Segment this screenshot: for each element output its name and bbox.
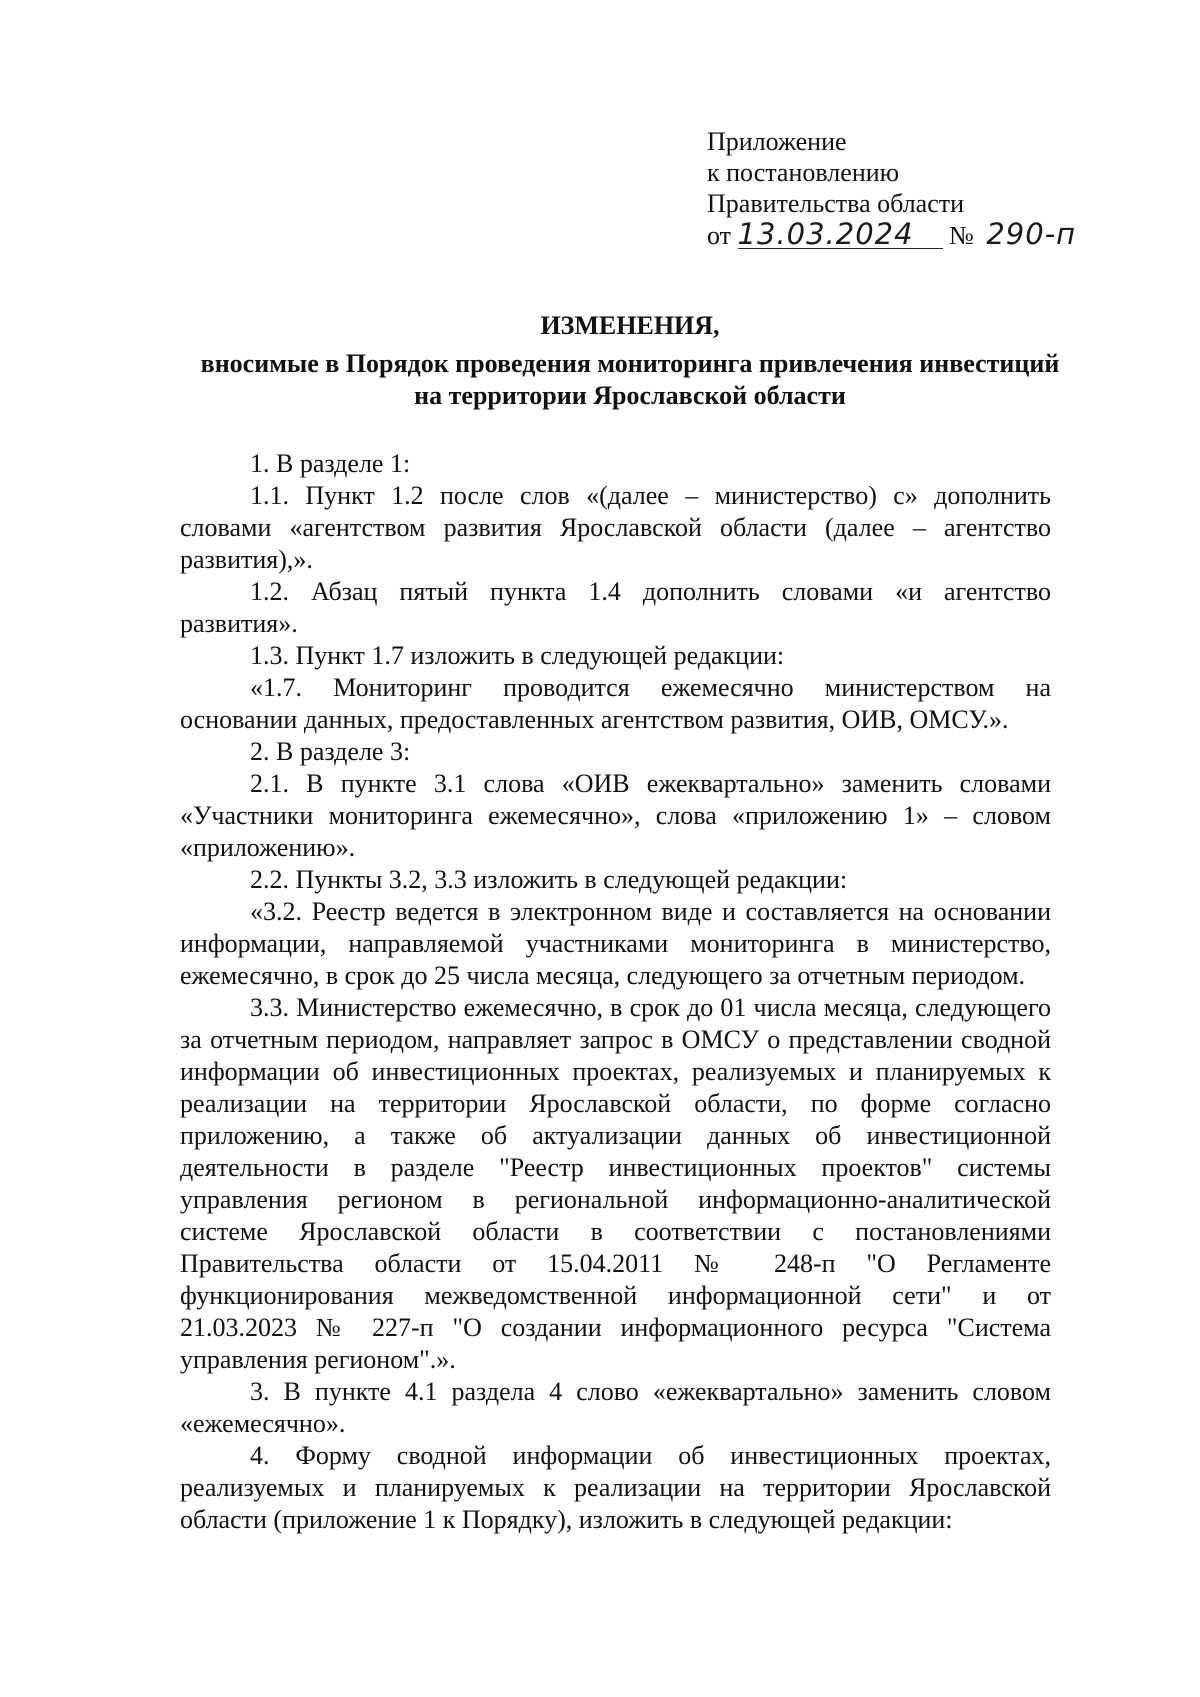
paragraph: «3.2. Реестр ведется в электронном виде и составляется на основании информации, направляемой участниками мониторинга в министерство, ежемесячно, в срок до 25 числа месяца, следующего за отчетным периодом. (180, 897, 1051, 990)
heading-title: ИЗМЕНЕНИЯ, (540, 311, 720, 340)
document-body (180, 448, 1051, 1536)
paragraph: 1.3. Пункт 1.7 изложить в следующей редакции: (250, 641, 785, 670)
date-prefix: от (707, 221, 732, 250)
document-heading (150, 310, 1110, 412)
appendix-line-3: Правительства области (707, 189, 965, 218)
paragraph: 2.1. В пункте 3.1 слова «ОИВ ежеквартально» заменить словами «Участники мониторинга ежемесячно», слова «приложению 1» – словом «приложению». (180, 769, 1051, 862)
number-prefix: № (949, 221, 974, 250)
paragraph: 3. В пункте 4.1 раздела 4 слово «ежеквартально» заменить словом «ежемесячно». (180, 1377, 1051, 1438)
paragraph: 2. В разделе 3: (250, 737, 411, 766)
appendix-date-line (707, 219, 1076, 251)
appendix-line-1: Приложение (707, 127, 847, 156)
paragraph: «1.7. Мониторинг проводится ежемесячно министерством на основании данных, предоставленных агентством развития, ОИВ, ОМСУ.». (180, 673, 1051, 734)
paragraph: 3.3. Министерство ежемесячно, в срок до 01 числа месяца, следующего за отчетным периодом, направляет запрос в ОМСУ о представлении сводной информации об инвестиционных проектах, реализуемых и планируемых к реализации на территории Ярославской области, по форме согласно приложению, а также об актуализации данных об инвестиционной деятельности в разделе "Реестр инвестиционных проектов" системы управления регионом в региональной информационно-аналитической системе Ярославской области в соответствии с постановлениями Правительства области от 15.04.2011 № 248-п "О Регламенте функционирования межведомственной информационной сети" и от 21.03.2023 № 227-п "О создании информационного ресурса "Система управления регионом".». (180, 993, 1051, 1374)
heading-subtitle-line-2: на территории Ярославской области (414, 381, 846, 410)
paragraph: 1. В разделе 1: (250, 449, 411, 478)
paragraph: 2.2. Пункты 3.2, 3.3 изложить в следующей редакции: (250, 865, 848, 894)
paragraph: 1.1. Пункт 1.2 после слов «(далее – министерство) с» дополнить словами «агентством развития Ярославской области (далее – агентство развития),». (180, 481, 1051, 574)
handwritten-number: 290-п (986, 217, 1077, 251)
appendix-line-2: к постановлению (707, 158, 900, 187)
handwritten-date: 13.03.2024 (738, 220, 943, 249)
paragraph: 4. Форму сводной информации об инвестиционных проектах, реализуемых и планируемых к реализации на территории Ярославской области (приложение 1 к Порядку), изложить в следующей редакции: (180, 1441, 1051, 1534)
paragraph: 1.2. Абзац пятый пункта 1.4 дополнить словами «и агентство развития». (180, 577, 1051, 638)
appendix-block (707, 126, 1076, 251)
heading-subtitle-line-1: вносимые в Порядок проведения мониторинга привлечения инвестиций (200, 349, 1060, 378)
